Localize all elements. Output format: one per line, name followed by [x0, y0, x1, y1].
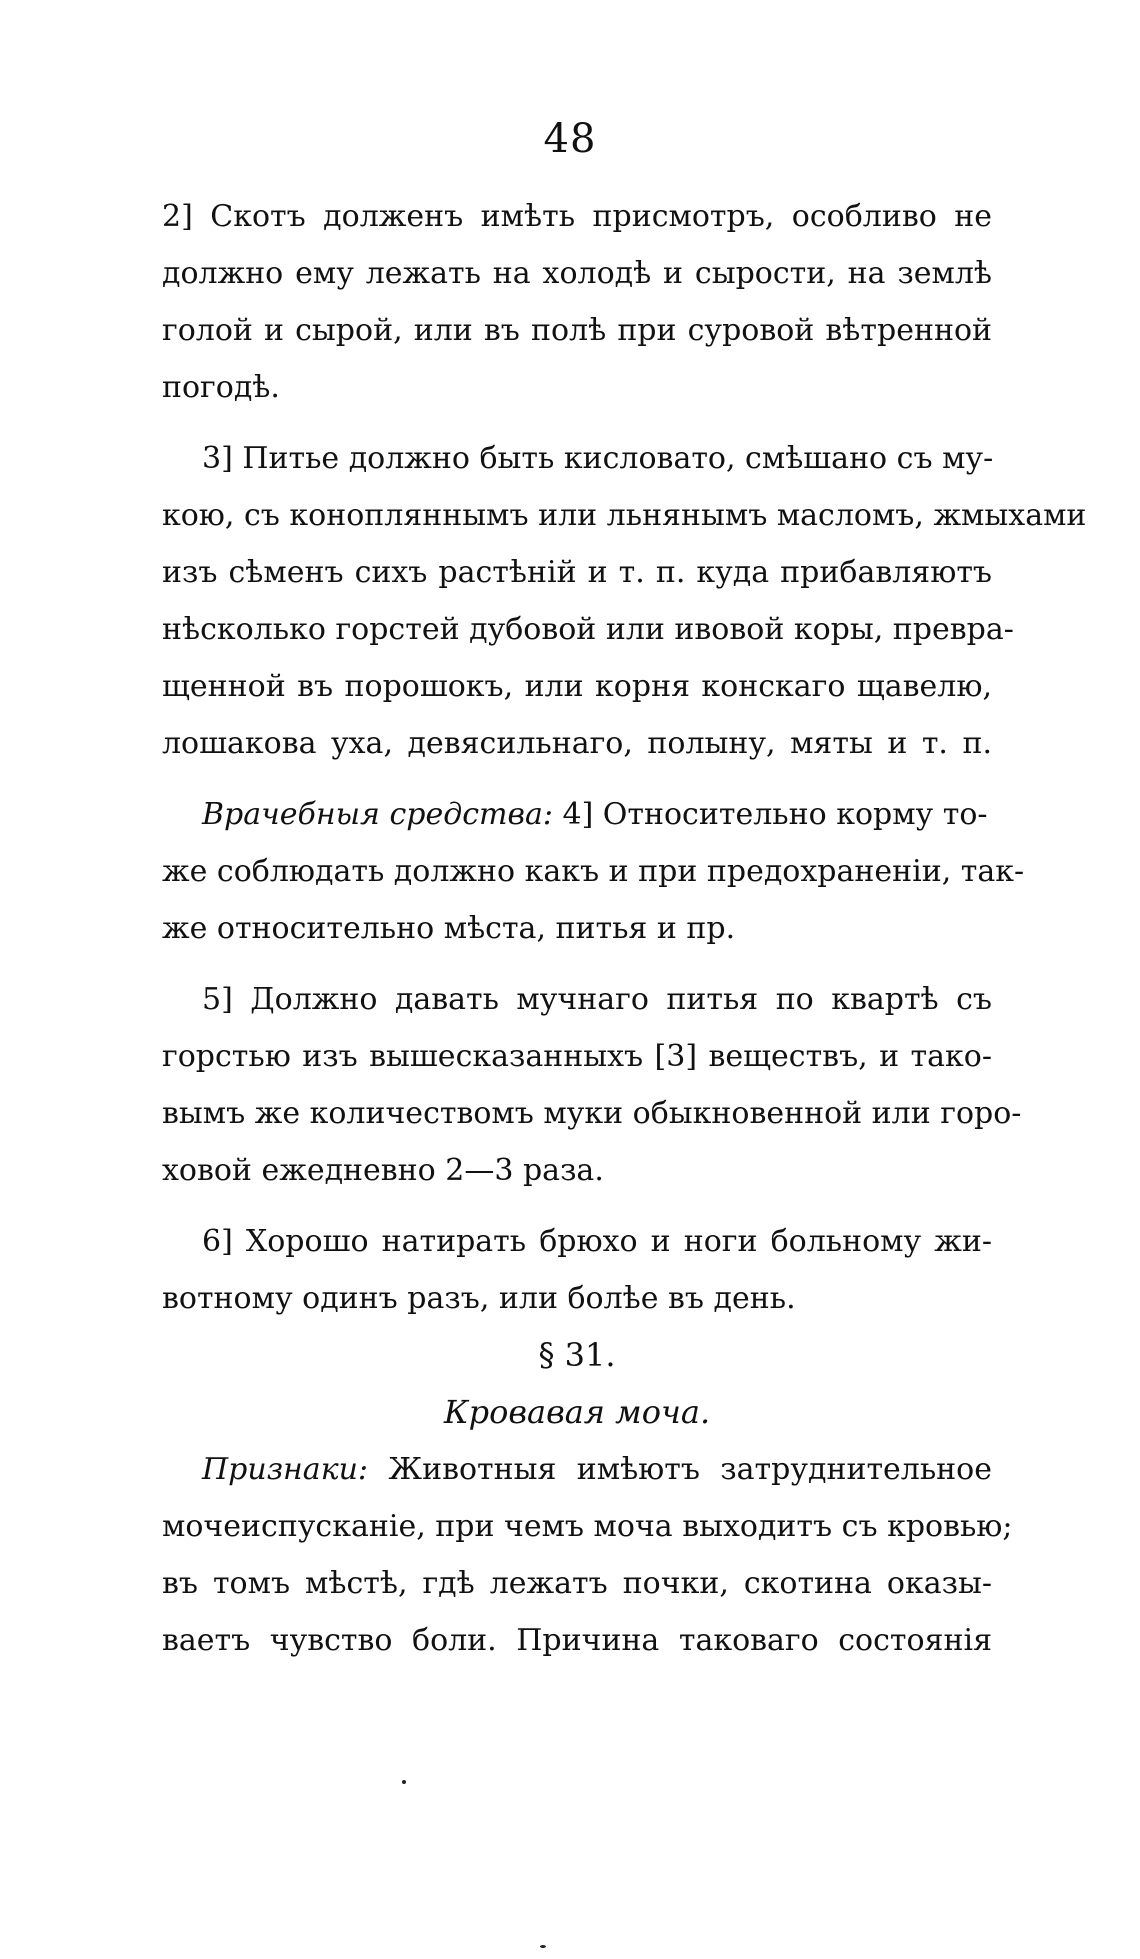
- remedies-label: Врачебныя средства:: [202, 797, 553, 832]
- signs-label: Признаки:: [202, 1452, 369, 1487]
- paragraph-4-line-1: [162, 786, 992, 843]
- print-speck: [402, 1780, 406, 1784]
- paragraph-3-line-1: 3] Питье должно быть кисловато, смѣшано съ му-: [202, 441, 994, 476]
- paragraph-6-line-2: вотному одинъ разъ, или болѣе въ день.: [162, 1281, 796, 1316]
- paragraph-3-line-5: щенной въ порошокъ, или корня конскаго щавелю,: [162, 669, 992, 704]
- paragraph-5-line-2: горстью изъ вышесказанныхъ [3] веществъ, и тако-: [162, 1039, 992, 1074]
- paragraph-3-line-4: нѣсколько горстей дубовой или ивовой коры, превра-: [162, 612, 1014, 647]
- signs-line-4: ваетъ чувство боли. Причина таковаго состоянія: [162, 1623, 992, 1658]
- signs-line-1: [162, 1441, 992, 1498]
- paragraph-4-line-2: же соблюдать должно какъ и при предохраненіи, так-: [162, 854, 1025, 889]
- print-speck: [540, 1945, 546, 1948]
- paragraph-2-line-2: должно ему лежать на холодѣ и сырости, на землѣ: [162, 256, 992, 291]
- paragraph-3-line-3: изъ сѣменъ сихъ растѣній и т. п. куда прибавляютъ: [162, 555, 992, 590]
- signs-line-1-text: Животныя имѣютъ затруднительное: [388, 1452, 992, 1487]
- paragraph-4-line-3: же относительно мѣста, питья и пр.: [162, 911, 736, 946]
- page-number: 48: [543, 116, 597, 162]
- section-title: Кровавая моча.: [443, 1393, 711, 1431]
- paragraph-5-line-4: ховой ежедневно 2—3 раза.: [162, 1153, 604, 1188]
- paragraph-6-line-1: 6] Хорошо натирать брюхо и ноги больному жи-: [202, 1224, 992, 1259]
- paragraph-5-line-1: 5] Должно давать мучнаго питья по квартѣ съ: [202, 982, 992, 1017]
- paragraph-2-line-3: голой и сырой, или въ полѣ при суровой вѣтренной: [162, 313, 992, 348]
- paragraph-3-line-2: кою, съ конопляннымъ или льнянымъ масломъ, жмыхами: [162, 498, 1087, 533]
- section-number: § 31.: [538, 1336, 616, 1374]
- paragraph-4-line-1-text: 4] Относительно корму то-: [562, 797, 988, 832]
- signs-line-2: мочеиспусканіе, при чемъ моча выходитъ съ кровью;: [162, 1509, 1013, 1544]
- paragraph-2-line-4: погодѣ.: [162, 370, 280, 405]
- signs-line-3: въ томъ мѣстѣ, гдѣ лежатъ почки, скотина оказы-: [162, 1566, 992, 1601]
- page-body: [162, 188, 1087, 1669]
- paragraph-5-line-3: вымъ же количествомъ муки обыкновенной или горо-: [162, 1096, 1022, 1131]
- paragraph-2-line-1: 2] Скотъ долженъ имѣть присмотръ, особливо не: [162, 199, 992, 234]
- paragraph-3-line-6: лошакова уха, девясильнаго, полыну, мяты и т. п.: [162, 726, 992, 761]
